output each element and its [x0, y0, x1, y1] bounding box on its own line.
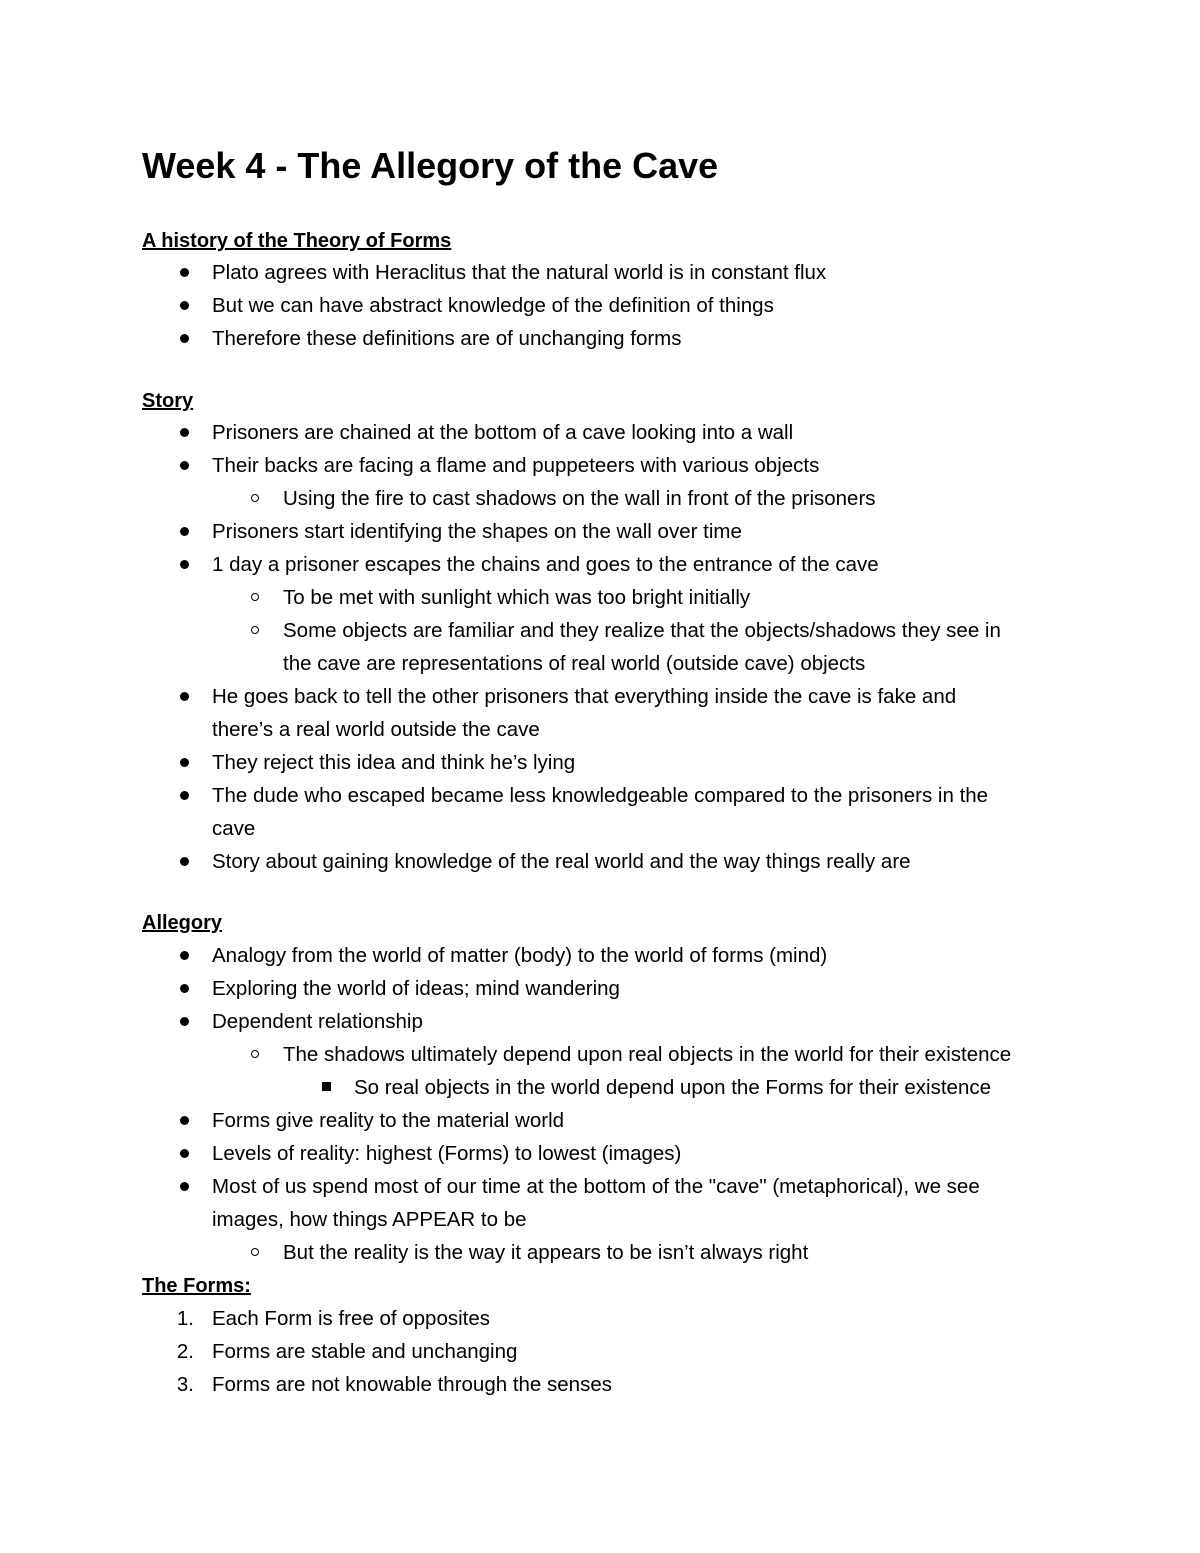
list-item: Most of us spend most of our time at the bottom of the "cave" (metaphorical), we see — [212, 1175, 980, 1198]
list-item: But we can have abstract knowledge of the definition of things — [212, 294, 774, 317]
section-heading-history: A history of the Theory of Forms — [142, 230, 452, 252]
list-item: Story about gaining knowledge of the real world and the way things really are — [212, 850, 911, 873]
circle-bullet-icon — [251, 1248, 259, 1256]
list-item: Each Form is free of opposites — [212, 1307, 491, 1330]
bullet-icon — [180, 692, 189, 701]
bullet-icon — [180, 984, 189, 993]
bullet-icon — [180, 1149, 189, 1158]
bullet-icon — [180, 758, 189, 767]
circle-bullet-icon — [251, 626, 259, 634]
list-item: They reject this idea and think he’s lying — [212, 751, 576, 774]
list-item: Analogy from the world of matter (body) to the world of forms (mind) — [212, 944, 828, 967]
list-item: Prisoners are chained at the bottom of a cave looking into a wall — [212, 421, 794, 444]
section-heading-forms: The Forms: — [142, 1275, 251, 1297]
list-item: Forms are stable and unchanging — [212, 1340, 518, 1363]
square-bullet-icon — [322, 1082, 331, 1091]
list-item: Plato agrees with Heraclitus that the natural world is in constant flux — [212, 261, 827, 284]
bullet-icon — [180, 1116, 189, 1125]
bullet-icon — [180, 560, 189, 569]
list-item: Their backs are facing a flame and puppeteers with various objects — [212, 454, 820, 477]
list-item: Using the fire to cast shadows on the wall in front of the prisoners — [283, 487, 876, 510]
list-item-continuation: images, how things APPEAR to be — [212, 1208, 527, 1231]
list-item: 1 day a prisoner escapes the chains and goes to the entrance of the cave — [212, 553, 879, 576]
circle-bullet-icon — [251, 494, 259, 502]
list-item: Dependent relationship — [212, 1010, 423, 1033]
bullet-icon — [180, 301, 189, 310]
bullet-icon — [180, 461, 189, 470]
list-item-continuation: cave — [212, 817, 256, 840]
list-item: But the reality is the way it appears to be isn’t always right — [283, 1241, 809, 1264]
list-item: He goes back to tell the other prisoners that everything inside the cave is fake and — [212, 685, 957, 708]
list-item-continuation: there’s a real world outside the cave — [212, 718, 540, 741]
list-item: Prisoners start identifying the shapes on the wall over time — [212, 520, 742, 543]
bullet-icon — [180, 857, 189, 866]
list-item: The shadows ultimately depend upon real objects in the world for their existence — [283, 1043, 1012, 1066]
circle-bullet-icon — [251, 1050, 259, 1058]
bullet-icon — [180, 1182, 189, 1191]
list-item: The dude who escaped became less knowledgeable compared to the prisoners in the — [212, 784, 989, 807]
list-item: Therefore these definitions are of unchanging forms — [212, 327, 682, 350]
list-item-continuation: the cave are representations of real world (outside cave) objects — [283, 652, 866, 675]
list-item: Forms give reality to the material world — [212, 1109, 565, 1132]
bullet-icon — [180, 268, 189, 277]
list-number: 1. — [176, 1307, 194, 1330]
list-item: So real objects in the world depend upon the Forms for their existence — [354, 1076, 991, 1099]
page-title: Week 4 - The Allegory of the Cave — [142, 145, 719, 186]
list-item: To be met with sunlight which was too bright initially — [283, 586, 751, 609]
section-heading-story: Story — [142, 390, 194, 412]
list-item: Forms are not knowable through the senses — [212, 1373, 612, 1396]
bullet-icon — [180, 951, 189, 960]
section-heading-allegory: Allegory — [142, 912, 223, 934]
bullet-icon — [180, 791, 189, 800]
bullet-icon — [180, 1017, 189, 1026]
list-number: 3. — [176, 1373, 194, 1396]
circle-bullet-icon — [251, 593, 259, 601]
bullet-icon — [180, 527, 189, 536]
list-item: Some objects are familiar and they realize that the objects/shadows they see in — [283, 619, 1001, 642]
list-item: Exploring the world of ideas; mind wandering — [212, 977, 620, 1000]
list-number: 2. — [176, 1340, 194, 1363]
bullet-icon — [180, 428, 189, 437]
list-item: Levels of reality: highest (Forms) to lowest (images) — [212, 1142, 682, 1165]
bullet-icon — [180, 334, 189, 343]
